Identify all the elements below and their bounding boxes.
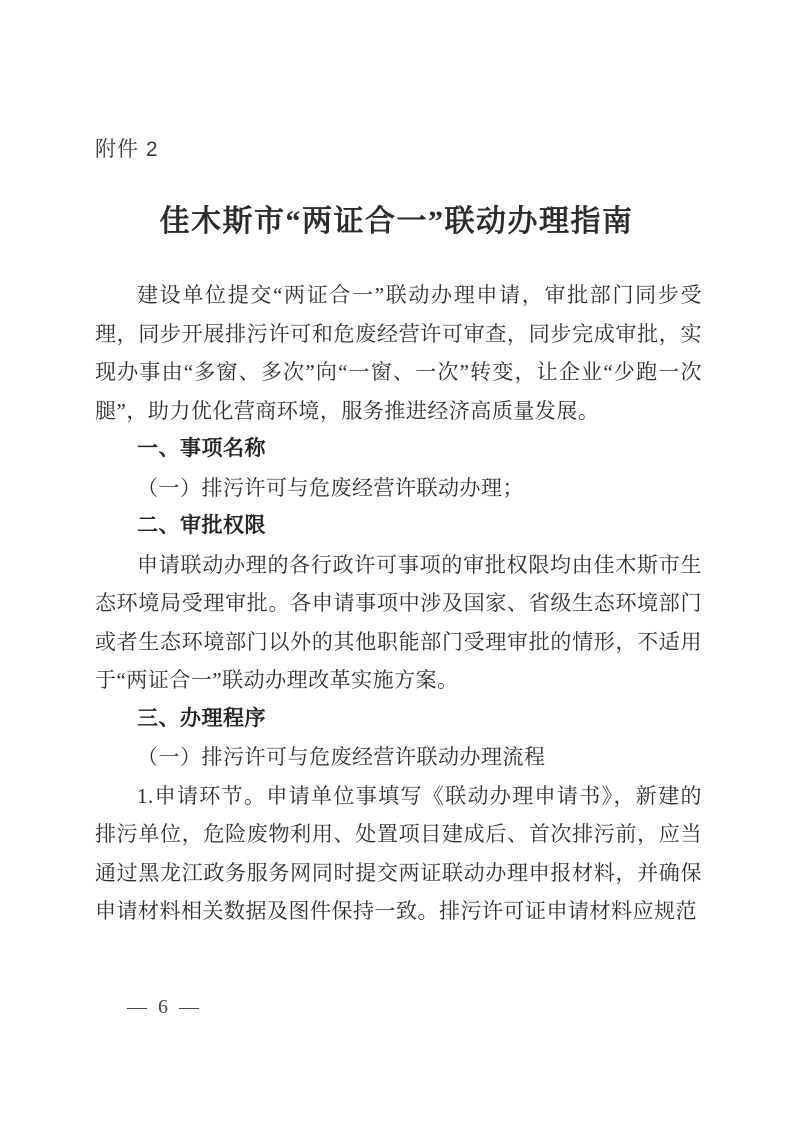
attachment-label: 附件 2 bbox=[95, 138, 159, 161]
page-number: — 6 — bbox=[127, 996, 202, 1018]
section-heading-procedure: 三、办理程序 bbox=[137, 706, 266, 730]
paragraph-approval-authority: 申请联动办理的各行政许可事项的审批权限均由佳木斯市生态环境局受理审批。各申请事项中涉及国家、省级生态环境部门或者生态环境部门以外的其他职能部门受理审批的情形，不适用于“两证合一”联动办理改革实施方案。 bbox=[95, 552, 702, 692]
document-body bbox=[95, 276, 702, 931]
subitem-item-name: （一）排污许可与危废经营许联动办理； bbox=[137, 475, 524, 500]
section-heading-approval-authority: 二、审批权限 bbox=[137, 514, 266, 537]
section-heading-item-name: 一、事项名称 bbox=[137, 437, 266, 460]
paragraph-intro: 建设单位提交“两证合一”联动办理申请，审批部门同步受理，同步开展排污许可和危废经营许可审查，同步完成审批，实现办事由“多窗、多次”向“一窗、一次”转变，让企业“少跑一次腿”，助力优化营商环境，服务推进经济高质量发展。 bbox=[95, 283, 702, 423]
paragraph-application-step: 1.申请环节。申请单位事填写《联动办理申请书》，新建的排污单位，危险废物利用、处置项目建成后、首次排污前，应当通过黑龙江政务服务网同时提交两证联动办理申报材料，并确保申请材料相关数据及图件保持一致。排污许可证申请材料应规范 bbox=[95, 783, 702, 923]
document-title: 佳木斯市“两证合一”联动办理指南 bbox=[159, 205, 634, 238]
subitem-procedure-flow: （一）排污许可与危废经营许联动办理流程 bbox=[137, 745, 546, 769]
